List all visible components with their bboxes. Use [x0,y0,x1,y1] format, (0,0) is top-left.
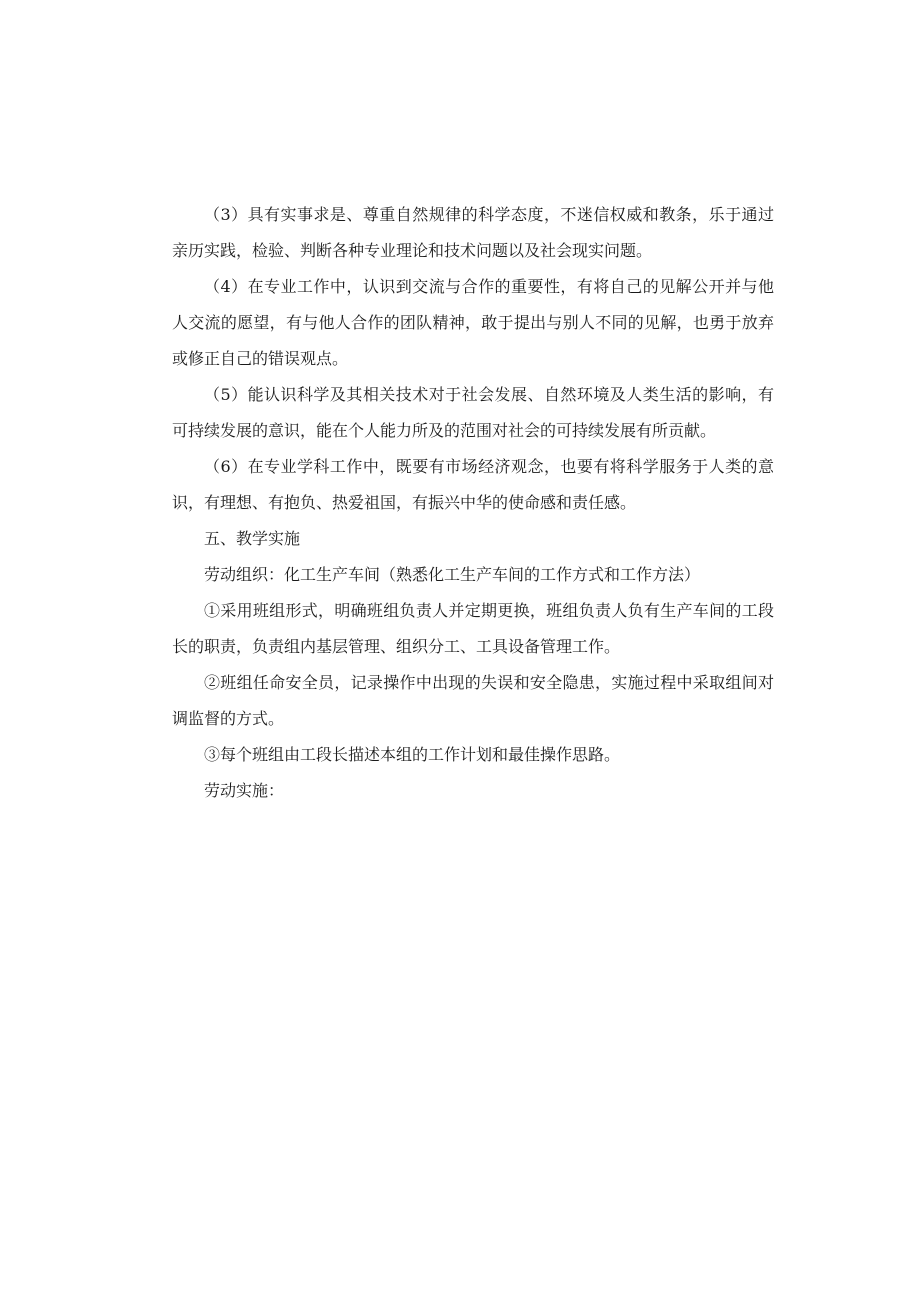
list-item-3: ③每个班组由工段长描述本组的工作计划和最佳操作思路。 [204,745,621,764]
paragraph-5: （5）能认识科学及其相关技术对于社会发展、自然环境及人类生活的影响，有可持续发展的意识，能在个人能力所及的范围对社会的可持续发展有所贡献。 [172,385,774,440]
paragraph-3: （3）具有实事求是、尊重自然规律的科学态度，不迷信权威和教条，乐于通过亲历实践，检验、判断各种专业理论和技术问题以及社会现实问题。 [172,205,774,260]
section-heading: 五、教学实施 [204,529,301,548]
document-body [172,197,774,809]
labor-organization: 劳动组织：化工生产车间（熟悉化工生产车间的工作方式和工作方法） [204,565,701,584]
paragraph-4: （4）在专业工作中，认识到交流与合作的重要性，有将自己的见解公开并与他人交流的愿望，有与他人合作的团队精神，敢于提出与别人不同的见解，也勇于放弃或修正自己的错误观点。 [172,277,774,368]
list-item-2: ②班组任命安全员，记录操作中出现的失误和安全隐患，实施过程中采取组间对调监督的方式。 [172,673,774,728]
paragraph-6: （6）在专业学科工作中，既要有市场经济观念，也要有将科学服务于人类的意识，有理想、有抱负、热爱祖国，有振兴中华的使命感和责任感。 [172,457,774,512]
labor-implementation: 劳动实施： [204,781,285,800]
list-item-1: ①采用班组形式，明确班组负责人并定期更换，班组负责人负有生产车间的工段长的职责，负责组内基层管理、组织分工、工具设备管理工作。 [172,601,774,656]
